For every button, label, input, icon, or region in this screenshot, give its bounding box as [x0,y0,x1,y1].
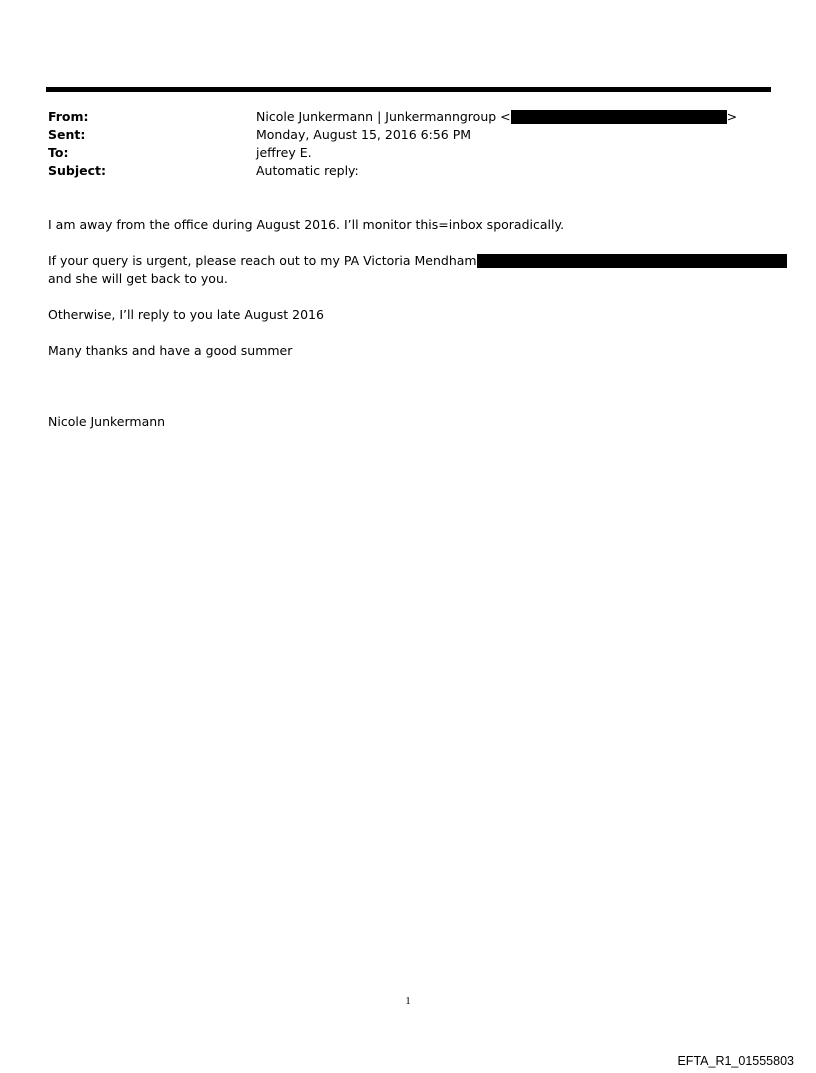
subject-value: Automatic reply: [256,163,359,178]
body-paragraph-3: Otherwise, I’ll reply to you late August 2016 [48,307,324,322]
redacted-email-block [511,110,727,124]
from-sender: Nicole Junkermann | Junkermanngroup < [256,109,511,124]
body-paragraph-2-line-2: and she will get back to you. [48,271,228,286]
to-value: jeffrey E. [256,145,312,160]
sent-row [48,126,768,144]
sent-label: Sent: [48,127,86,142]
body-paragraph-4: Many thanks and have a good summer [48,343,293,358]
sent-value: Monday, August 15, 2016 6:56 PM [256,127,472,142]
page-number: 1 [405,995,411,1007]
subject-row [48,162,768,180]
to-row [48,144,768,162]
from-value [256,108,737,126]
from-bracket-end: > [726,109,738,124]
to-label: To: [48,145,69,160]
body-paragraph-2 [48,252,787,270]
from-label: From: [48,109,89,124]
body-paragraph-2-line-1: If your query is urgent, please reach out to my PA Victoria Mendham [48,253,477,268]
subject-label: Subject: [48,163,106,178]
signature: Nicole Junkermann [48,414,166,429]
body-paragraph-1: I am away from the office during August 2016. I’ll monitor this=inbox sporadically. [48,217,565,232]
redacted-contact-block [477,254,787,268]
bates-number: EFTA_R1_01555803 [677,1054,794,1068]
header-rule [46,87,771,92]
from-row [48,108,768,126]
